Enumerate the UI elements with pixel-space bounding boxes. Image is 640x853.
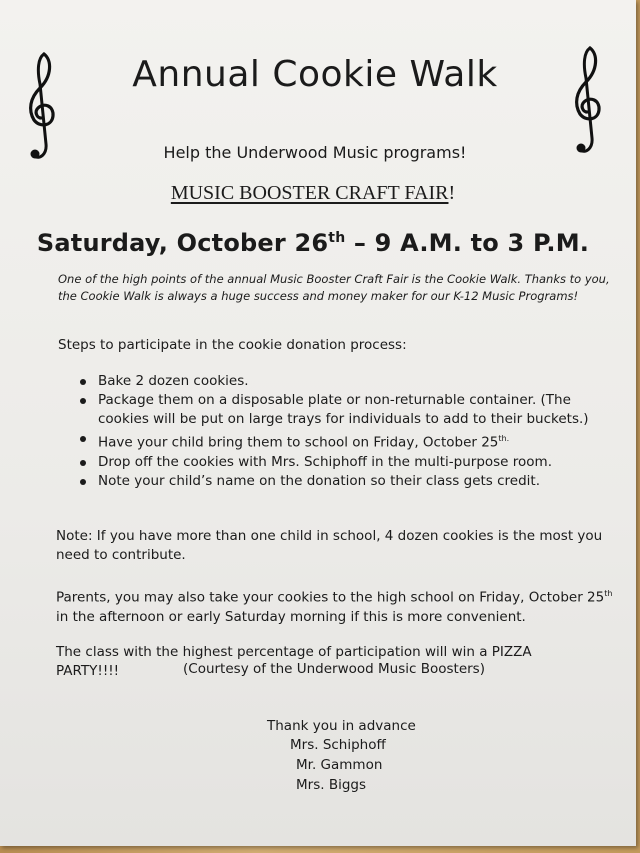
- parents-paragraph: Parents, you may also take your cookies to the high school on Friday, October 25th in the afternoon or early Saturday morning if this is more convenient.: [56, 589, 613, 625]
- list-item: Have your child bring them to school on Friday, October $25^{th.}$: [76, 429, 624, 453]
- step-superscript: th.: [498, 434, 510, 443]
- date-superscript: th: [328, 230, 346, 246]
- signer-name: Mr. Gammon: [296, 757, 383, 773]
- parents-superscript: th: [604, 589, 613, 598]
- list-item: Drop off the cookies with Mrs. Schiphoff in the multi-purpose room.: [76, 453, 624, 472]
- help-line: Help the Underwood Music programs!: [163, 143, 467, 162]
- list-item: Package them on a disposable plate or non-returnable container. (The cookies will be put on large trays for individuals to add to their buckets.): [76, 391, 624, 429]
- intro-paragraph: One of the high points of the annual Music Booster Craft Fair is the Cookie Walk. Thanks to you, the Cookie Walk is always a huge success and money maker for our K-12 Music Programs!: [58, 272, 610, 303]
- fair-name: MUSIC BOOSTER CRAFT FAIR: [170, 182, 449, 204]
- fair-exclaim: !: [448, 182, 456, 204]
- pizza-paragraph: The class with the highest percentage of participation will win a PIZZA PARTY!!!!: [56, 644, 532, 679]
- thanks-line: Thank you in advance: [267, 718, 416, 734]
- list-item: Note your child’s name on the donation so their class gets credit.: [76, 472, 624, 491]
- steps-list: [76, 372, 624, 491]
- list-item: Bake 2 dozen cookies.: [76, 372, 624, 391]
- flyer-title: Annual Cookie Walk: [132, 54, 498, 95]
- note-paragraph: Note: If you have more than one child in school, 4 dozen cookies is the most you need to contribute.: [56, 528, 603, 563]
- fair-heading: [0, 182, 626, 205]
- signer-name: Mrs. Schiphoff: [290, 737, 386, 753]
- courtesy-line: (Courtesy of the Underwood Music Boosters): [183, 661, 485, 677]
- date-part1: Saturday, October 26: [36, 229, 329, 257]
- event-date: [0, 229, 626, 257]
- date-part2: – 9 A.M. to 3 P.M.: [345, 229, 590, 257]
- signer-name: Mrs. Biggs: [296, 777, 366, 793]
- steps-heading: Steps to participate in the cookie donation process:: [58, 337, 407, 353]
